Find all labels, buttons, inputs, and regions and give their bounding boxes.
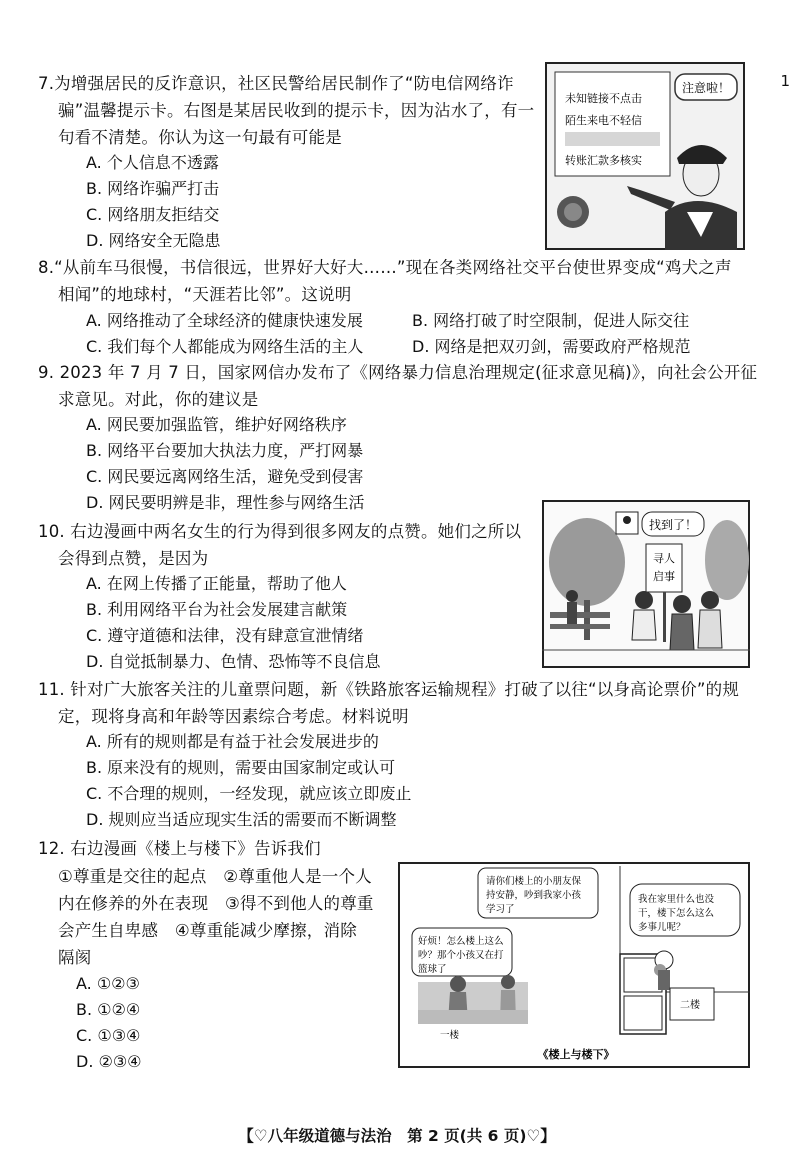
q11-option-d: D. 规则应当适应现实生活的需要而不断调整 [86, 810, 397, 829]
q9-stem-line-2: 求意见。对此，你的建议是 [58, 390, 259, 409]
q12-floor2-label: 二楼 [680, 1000, 700, 1011]
q9-option-d: D. 网民要明辨是非，理性参与网络生活 [86, 493, 365, 512]
q12-statement-line-2: 内在修养的外在表现 ③得不到他人的尊重 [58, 894, 374, 913]
q12-option-a: A. ①②③ [76, 974, 140, 993]
q12-bubble-left-line-1: 好烦！怎么楼上这么 [418, 936, 504, 947]
q10-sign-line-2: 启事 [653, 570, 675, 583]
q11-option-c: C. 不合理的规则，一经发现，就应该立即废止 [86, 784, 412, 803]
q12-bubble-top-line-2: 持安静，吵到我家小孩 [486, 890, 582, 901]
q10-option-a: A. 在网上传播了正能量，帮助了他人 [86, 574, 347, 593]
q8-stem-line-1: 8.“从前车马很慢，书信很远，世界好大好大……”现在各类网络社交平台使世界变成“鸡犬之声 [38, 258, 732, 277]
q10-sign-line-1: 寻人 [653, 552, 675, 565]
q10-stem-line-2: 会得到点赞，是因为 [58, 549, 209, 568]
q10-speech-text: 找到了！ [648, 518, 698, 532]
q9-stem-line-1: 9. 2023 年 7 月 7 日，国家网信办发布了《网络暴力信息治理规定(征求意见稿)》，向社会公开征 [38, 363, 758, 382]
q7-bubble-text: 注意啦！ [681, 81, 731, 95]
q7-card-line-1: 未知链接不点击 [565, 92, 642, 105]
q10-stem-line-1: 10. 右边漫画中两名女生的行为得到很多网友的点赞。她们之所以 [38, 522, 522, 541]
q12-option-b: B. ①②④ [76, 1000, 141, 1019]
q12-option-d: D. ②③④ [76, 1052, 142, 1071]
q10-option-b: B. 利用网络平台为社会发展建言献策 [86, 600, 348, 619]
q7-stem-line-3: 句看不清楚。你认为这一句最有可能是 [58, 128, 342, 147]
q12-statement-line-4: 隔阂 [58, 948, 92, 967]
q9-option-c: C. 网民要远离网络生活，避免受到侵害 [86, 467, 364, 486]
q9-option-b: B. 网络平台要加大执法力度，严打网暴 [86, 441, 364, 460]
q12-bubble-right-line-1: 我在家里什么也没 [638, 894, 715, 905]
q7-option-c: C. 网络朋友拒结交 [86, 205, 220, 224]
q8-option-a: A. 网络推动了全球经济的健康快速发展 [86, 311, 363, 330]
q12-bubble-left-line-2: 吵？那个小孩又在打 [418, 950, 504, 961]
q12-bubble-top-line-1: 请你们楼上的小朋友保 [486, 876, 582, 887]
q12-bubble-top-line-3: 学习了 [486, 904, 515, 915]
q11-stem-line-1: 11. 针对广大旅客关注的儿童票问题，新《铁路旅客运输规程》打破了以往“以身高论票价”的规 [38, 680, 740, 699]
q7-card-line-2: 陌生来电不轻信 [565, 114, 642, 127]
q8-option-c: C. 我们每个人都能成为网络生活的主人 [86, 337, 364, 356]
q8-option-b: B. 网络打破了时空限制，促进人际交往 [412, 311, 690, 330]
q8-stem-line-2: 相闻”的地球村，“天涯若比邻”。这说明 [58, 285, 352, 304]
q12-bubble-right-line-2: 干，楼下怎么这么 [638, 908, 715, 919]
q9-option-a: A. 网民要加强监管，维护好网络秩序 [86, 415, 347, 434]
q11-option-b: B. 原来没有的规则，需要由国家制定或认可 [86, 758, 396, 777]
q7-option-b: B. 网络诈骗严打击 [86, 179, 220, 198]
q12-statement-line-3: 会产生自卑感 ④尊重能减少摩擦，消除 [58, 921, 357, 940]
q10-option-d: D. 自觉抵制暴力、色情、恐怖等不良信息 [86, 652, 381, 671]
q8-option-d: D. 网络是把双刃剑，需要政府严格规范 [412, 337, 691, 356]
q12-bubble-right-line-3: 多事儿呢？ [638, 922, 686, 933]
q10-missing-person-comic [542, 500, 750, 668]
q7-stem-line-1: 7.为增强居民的反诈意识，社区民警给居民制作了“防电信网络诈 [38, 74, 514, 93]
q12-stem: 12. 右边漫画《楼上与楼下》告诉我们 [38, 839, 321, 858]
q10-option-c: C. 遵守道德和法律，没有肆意宣泄情绪 [86, 626, 364, 645]
q11-option-a: A. 所有的规则都是有益于社会发展进步的 [86, 732, 379, 751]
q12-option-c: C. ①③④ [76, 1026, 141, 1045]
page-edge-mark: 1 [780, 72, 790, 90]
page-footer: 【♡八年级道德与法治 第 2 页(共 6 页)♡】 [238, 1127, 556, 1145]
q7-option-d: D. 网络安全无隐患 [86, 231, 221, 250]
q12-statement-line-1: ①尊重是交往的起点 ②尊重他人是一个人 [58, 867, 372, 886]
q12-comic-caption: 《楼上与楼下》 [537, 1048, 615, 1061]
q12-upstairs-downstairs-comic [398, 862, 750, 1068]
q12-bubble-left-line-3: 篮球了 [418, 964, 447, 975]
q7-police-tip-card-figure [545, 62, 745, 250]
q11-stem-line-2: 定，现将身高和年龄等因素综合考虑。材料说明 [58, 707, 409, 726]
q7-option-a: A. 个人信息不透露 [86, 153, 219, 172]
q7-stem-line-2: 骗”温馨提示卡。右图是某居民收到的提示卡，因为沾水了，有一 [58, 101, 535, 120]
q7-card-line-3: 转账汇款多核实 [565, 154, 642, 167]
q12-floor1-label: 一楼 [440, 1030, 460, 1041]
